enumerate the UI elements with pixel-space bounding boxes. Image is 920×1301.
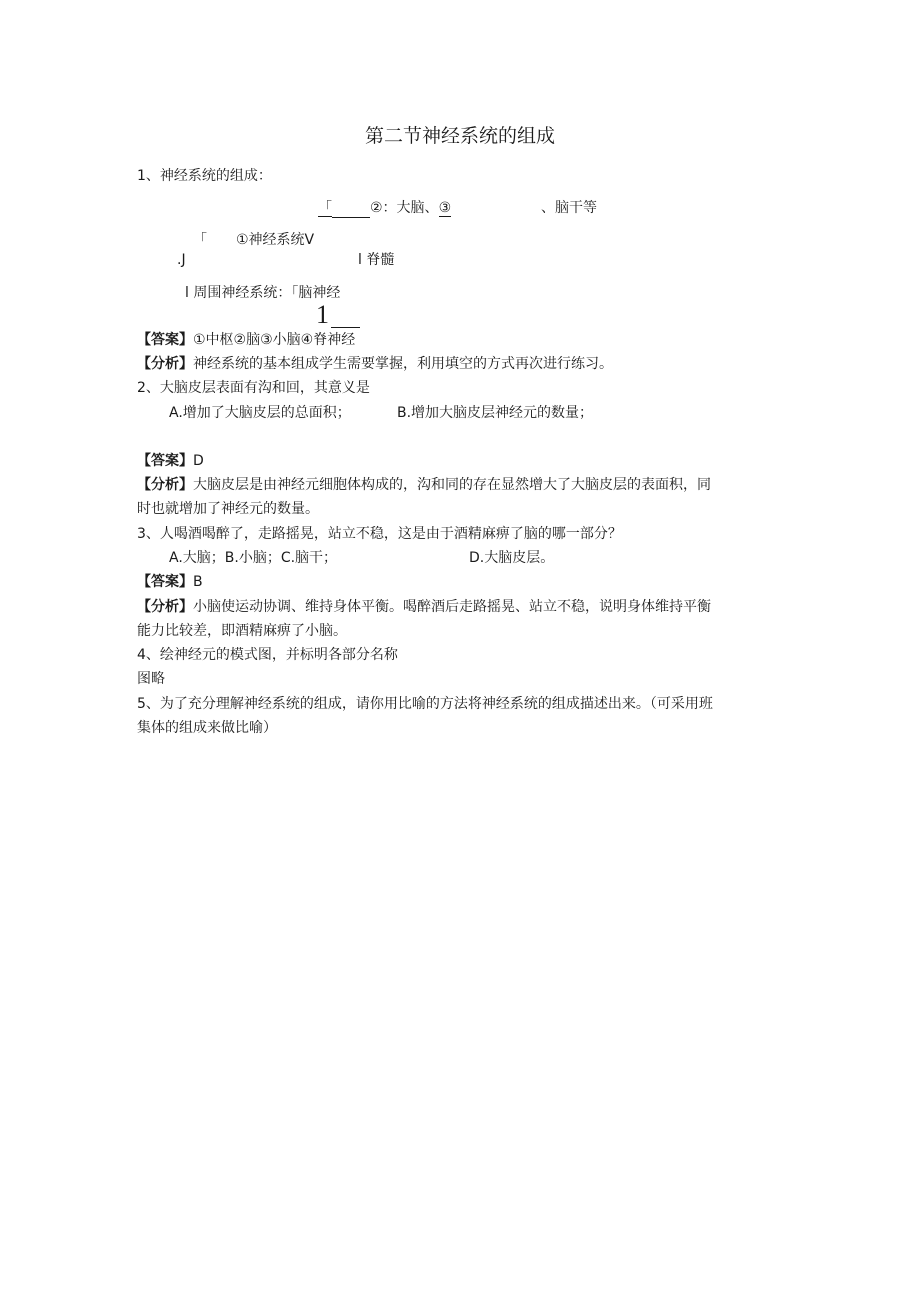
analysis-text: 大脑皮层是由神经元细胞体构成的，沟和同的存在显然增大了大脑皮层的表面积，同 xyxy=(193,477,711,493)
q3-analysis-line1 xyxy=(137,598,711,616)
q1-stem: 1、神经系统的组成： xyxy=(137,168,272,184)
answer-text: B xyxy=(193,574,203,590)
answer-text: D xyxy=(193,453,204,469)
q1-brain-c2: ②：大脑、 xyxy=(370,200,439,216)
q2-stem: 2、大脑皮层表面有沟和回，其意义是 xyxy=(137,380,370,396)
q1-peripheral-label: l 周围神经系统：「脑神经 xyxy=(185,285,341,301)
q1-blank-line xyxy=(331,327,360,328)
q1-brain-row xyxy=(318,199,451,218)
q1-brain-c3: ③ xyxy=(438,200,452,216)
q1-spine-right: l 脊髓 xyxy=(358,252,395,268)
analysis-tag: 【分析】 xyxy=(137,356,193,372)
q3-answer xyxy=(137,573,203,591)
q3-options-abc: A.大脑；B.小脑；C.脑干； xyxy=(169,550,338,566)
q2-analysis-line1 xyxy=(137,476,711,494)
answer-tag: 【答案】 xyxy=(137,332,193,348)
analysis-text: 神经系统的基本组成学生需要掌握，利用填空的方式再次进行练习。 xyxy=(193,356,613,372)
q1-central-label: ①神经系统Ⅴ xyxy=(236,232,315,248)
answer-text: ①中枢②脑③小脑④脊神经 xyxy=(193,332,356,348)
answer-tag: 【答案】 xyxy=(137,453,193,469)
q1-central-bracket: 「 xyxy=(193,232,207,248)
analysis-tag: 【分析】 xyxy=(137,477,193,493)
q2-option-b: B.增加大脑皮层神经元的数量； xyxy=(397,405,594,421)
q1-big-one: 1 xyxy=(316,300,329,329)
analysis-tag: 【分析】 xyxy=(137,599,193,615)
q5-stem-line2: 集体的组成来做比喻） xyxy=(137,720,277,736)
q1-brain-bracket: 「 xyxy=(318,200,332,216)
q1-blank-1 xyxy=(332,199,370,218)
q1-analysis xyxy=(137,355,613,373)
q3-analysis-line2: 能力比较差，即酒精麻痹了小脑。 xyxy=(137,623,347,639)
q3-option-d: D.大脑皮层。 xyxy=(469,550,555,566)
analysis-text: 小脑使运动协调、维持身体平衡。喝醉酒后走路摇晃、站立不稳，说明身体维持平衡 xyxy=(193,599,711,615)
q1-spine-left: .J xyxy=(177,252,186,268)
q1-answer xyxy=(137,331,355,349)
q2-option-a: A.增加了大脑皮层的总面积； xyxy=(169,405,351,421)
q2-analysis-line2: 时也就增加了神经元的数量。 xyxy=(137,501,319,517)
answer-tag: 【答案】 xyxy=(137,574,193,590)
q2-answer xyxy=(137,452,204,470)
q1-brain-rest: 、脑干等 xyxy=(541,200,597,216)
q4-stem: 4、绘神经元的模式图，并标明各部分名称 xyxy=(137,647,398,663)
q3-stem: 3、人喝酒喝醉了，走路摇晃，站立不稳，这是由于酒精麻痹了脑的哪一部分？ xyxy=(137,526,622,542)
q5-stem-line1: 5、为了充分理解神经系统的组成，请你用比喻的方法将神经系统的组成描述出来。（可采用班 xyxy=(137,696,713,712)
q4-answer: 图略 xyxy=(137,671,165,687)
page-title: 第二节神经系统的组成 xyxy=(364,125,555,147)
